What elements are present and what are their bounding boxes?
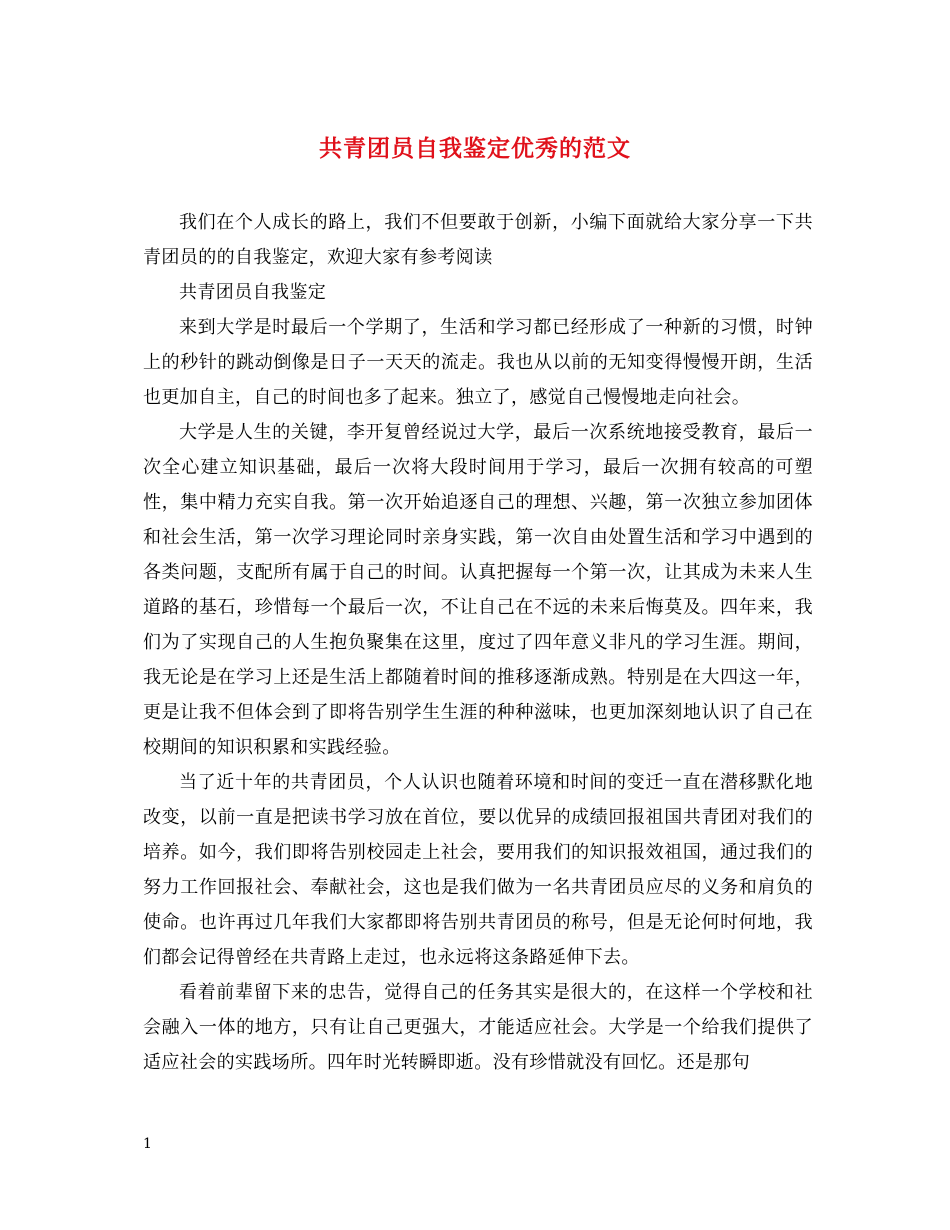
document-body xyxy=(143,205,813,1080)
body-paragraph: 大学是人生的关键，李开复曾经说过大学，最后一次系统地接受教育，最后一次全心建立知识基础，最后一次将大段时间用于学习，最后一次拥有较高的可塑性，集中精力充实自我。第一次开始追逐自己的理想、兴趣，第一次独立参加团体和社会生活，第一次学习理论同时亲身实践，第一次自由处置生活和学习中遇到的各类问题，支配所有属于自己的时间。认真把握每一个第一次，让其成为未来人生道路的基石，珍惜每一个最后一次，不让自己在不远的未来后悔莫及。四年来，我们为了实现自己的人生抱负聚集在这里，度过了四年意义非凡的学习生涯。期间，我无论是在学习上还是生活上都随着时间的推移逐渐成熟。特别是在大四这一年，更是让我不但体会到了即将告别学生生涯的种种滋味，也更加深刻地认识了自己在校期间的知识积累和实践经验。 xyxy=(143,422,813,758)
document-title: 共青团员自我鉴定优秀的范文 xyxy=(319,135,631,162)
body-paragraph: 当了近十年的共青团员，个人认识也随着环境和时间的变迁一直在潜移默化地改变，以前一直是把读书学习放在首位，要以优异的成绩回报祖国共青团对我们的培养。如今，我们即将告别校园走上社会，要用我们的知识报效祖国，通过我们的努力工作回报社会、奉献社会，这也是我们做为一名共青团员应尽的义务和肩负的使命。也许再过几年我们大家都即将告别共青团员的称号，但是无论何时何地，我们都会记得曾经在共青路上走过，也永远将这条路延伸下去。 xyxy=(143,772,813,968)
section-heading: 共青团员自我鉴定 xyxy=(179,282,327,303)
body-paragraph: 看着前辈留下来的忠告，觉得自己的任务其实是很大的，在这样一个学校和社会融入一体的地方，只有让自己更强大，才能适应社会。大学是一个给我们提供了适应社会的实践场所。四年时光转瞬即逝。没有珍惜就没有回忆。还是那句 xyxy=(143,982,813,1073)
intro-paragraph: 我们在个人成长的路上，我们不但要敢于创新，小编下面就给大家分享一下共青团员的的自我鉴定，欢迎大家有参考阅读 xyxy=(143,212,813,268)
page-number: 1 xyxy=(143,1136,152,1152)
body-paragraph: 来到大学是时最后一个学期了，生活和学习都已经形成了一种新的习惯，时钟上的秒针的跳动倒像是日子一天天的流走。我也从以前的无知变得慢慢开朗，生活也更加自主，自己的时间也多了起来。独立了，感觉自己慢慢地走向社会。 xyxy=(143,317,813,408)
